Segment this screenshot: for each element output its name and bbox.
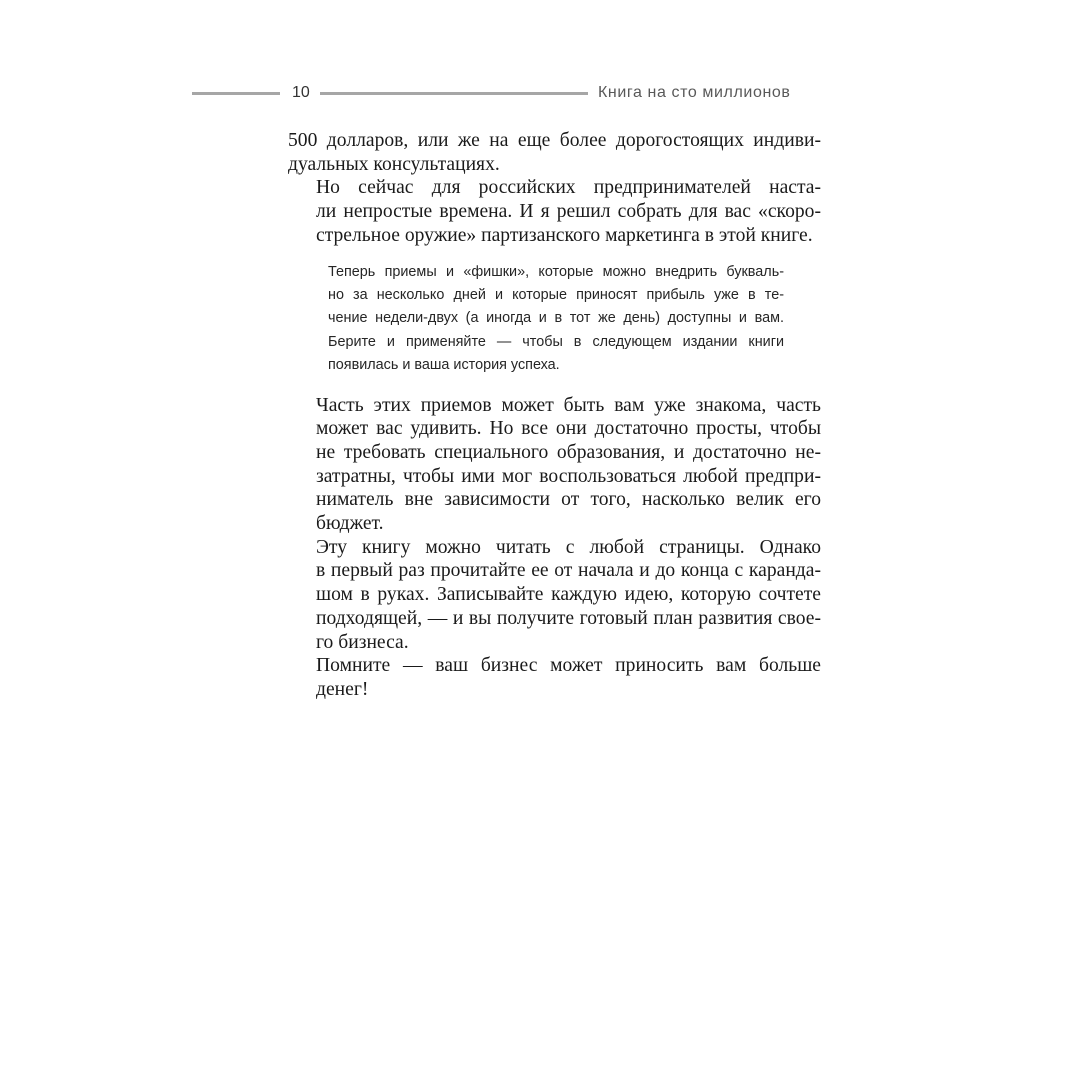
text-line: дуальных консультациях.	[288, 153, 500, 175]
callout-line: чение недели-двух (а иногда и в тот же день) доступны и вам.	[328, 310, 784, 327]
text-line: ниматель вне зависимости от того, насколько велик его	[316, 489, 821, 511]
callout-line: Теперь приемы и «фишки», которые можно внедрить букваль-	[328, 263, 784, 280]
callout-line: Берите и применяйте — чтобы в следующем издании книги	[328, 333, 784, 350]
running-head	[192, 80, 820, 106]
highlighted-callout	[328, 261, 784, 378]
callout-line: появилась и ваша история успеха.	[328, 357, 560, 374]
text-line: подходящей, — и вы получите готовый план развития свое-	[316, 607, 821, 629]
text-line: может вас удивить. Но все они достаточно просты, чтобы	[316, 418, 821, 440]
paragraph	[288, 654, 821, 701]
text-line: стрельное оружие» партизанского маркетинга в этой книге.	[316, 224, 813, 246]
book-title: Книга на сто миллионов	[598, 84, 791, 101]
paragraph	[288, 536, 821, 655]
text-line: в первый раз прочитайте ее от начала и до конца с каранда-	[316, 560, 821, 582]
header-rule-left	[192, 92, 280, 95]
text-line: денег!	[316, 678, 369, 700]
paragraph	[288, 176, 821, 247]
page-number: 10	[292, 84, 310, 101]
paragraph-continued	[288, 129, 821, 176]
text-line: ли непростые времена. И я решил собрать для вас «скоро-	[316, 201, 821, 223]
page-body	[288, 129, 821, 702]
text-line: Помните — ваш бизнес может приносить вам больше	[316, 655, 821, 677]
text-line: бюджет.	[316, 513, 384, 535]
text-line: 500 долларов, или же на еще более дорогостоящих индиви-	[288, 130, 821, 151]
text-line: Часть этих приемов может быть вам уже знакома, часть	[316, 394, 821, 416]
text-line: Но сейчас для российских предпринимателей наста-	[316, 177, 821, 199]
callout-line: но за несколько дней и которые приносят прибыль уже в те-	[328, 286, 784, 303]
text-line: шом в руках. Записывайте каждую идею, которую сочтете	[316, 584, 821, 606]
text-line: го бизнеса.	[316, 631, 409, 653]
header-rule-middle	[320, 92, 588, 95]
text-line: затратны, чтобы ими мог воспользоваться любой предпри-	[316, 465, 821, 487]
paragraph	[288, 394, 821, 536]
text-line: Эту книгу можно читать с любой страницы. Однако	[316, 536, 821, 558]
text-line: не требовать специального образования, и достаточно не-	[316, 441, 821, 463]
